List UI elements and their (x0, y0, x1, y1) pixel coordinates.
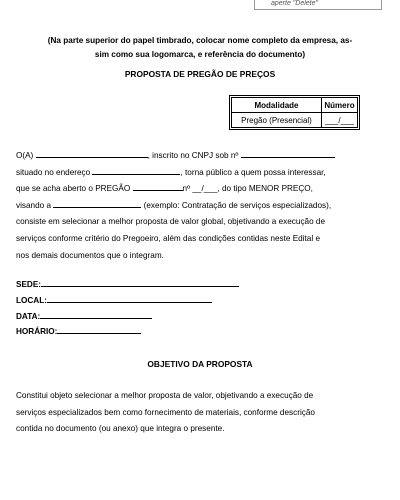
section-title-objetivo: OBJETIVO DA PROPOSTA (147, 359, 253, 369)
objective-line-3: contida no documento (ou anexo) que integra o presente. (16, 424, 225, 434)
address-blank (92, 165, 180, 175)
pregao-blank (133, 181, 183, 191)
numero-value: ___/___ (322, 113, 358, 128)
intro-line-5: consiste em selecionar a melhor proposta de valor global, objetivando a execução de (16, 217, 326, 227)
document-title: PROPOSTA DE PREGÃO DE PREÇOS (124, 69, 276, 79)
purpose-blank (53, 198, 141, 208)
horario-blank (57, 324, 141, 334)
local-field: LOCAL: (16, 293, 239, 309)
header-note-line-1: (Na parte superior do papel timbrado, colocar nome completo da empresa, as- (47, 36, 353, 45)
intro-paragraph (16, 148, 384, 264)
company-name-blank (36, 148, 148, 158)
intro-line-4: visando a (exemplo: Contratação de serviços especializados), (16, 198, 384, 215)
intro-line-2: situado no endereço , torna público a quem possa interessar, (16, 165, 384, 182)
modalidade-value: Pregão (Presencial) (232, 113, 322, 128)
location-fields (16, 277, 239, 340)
intro-line-6: serviços conforme critério do Pregoeiro, além das condições contidas neste Edital e (16, 233, 321, 243)
local-blank (47, 293, 212, 303)
sede-field: SEDE: (16, 277, 239, 293)
instruction-callout-text: aperte "Delete" (271, 0, 318, 7)
modalidade-header: Modalidade (232, 98, 322, 113)
sede-blank (41, 277, 239, 287)
objective-line-2: serviços especializados bem como fornecimento de materiais, conforme descrição (16, 407, 315, 417)
intro-line-3: que se acha aberto o PREGÃO nº __/___, do tipo MENOR PREÇO, (16, 181, 384, 198)
objective-line-1: Constitui objeto selecionar a melhor proposta de valor, objetivando a execução de (16, 391, 314, 400)
intro-line-7: nos demais documentos que o integram. (16, 250, 164, 260)
intro-line-1: O(A) , inscrito no CNPJ sob nº (16, 148, 384, 165)
data-blank (40, 309, 152, 319)
cnpj-blank (241, 148, 335, 158)
header-instruction-note (14, 34, 386, 62)
numero-header: Número (322, 98, 358, 113)
data-field: DATA: (16, 309, 239, 325)
horario-field: HORÁRIO: (16, 324, 239, 340)
objective-paragraph (16, 388, 384, 438)
header-note-line-2: sim como sua logomarca, e referência do documento) (94, 50, 306, 59)
modalidade-table (231, 97, 358, 128)
